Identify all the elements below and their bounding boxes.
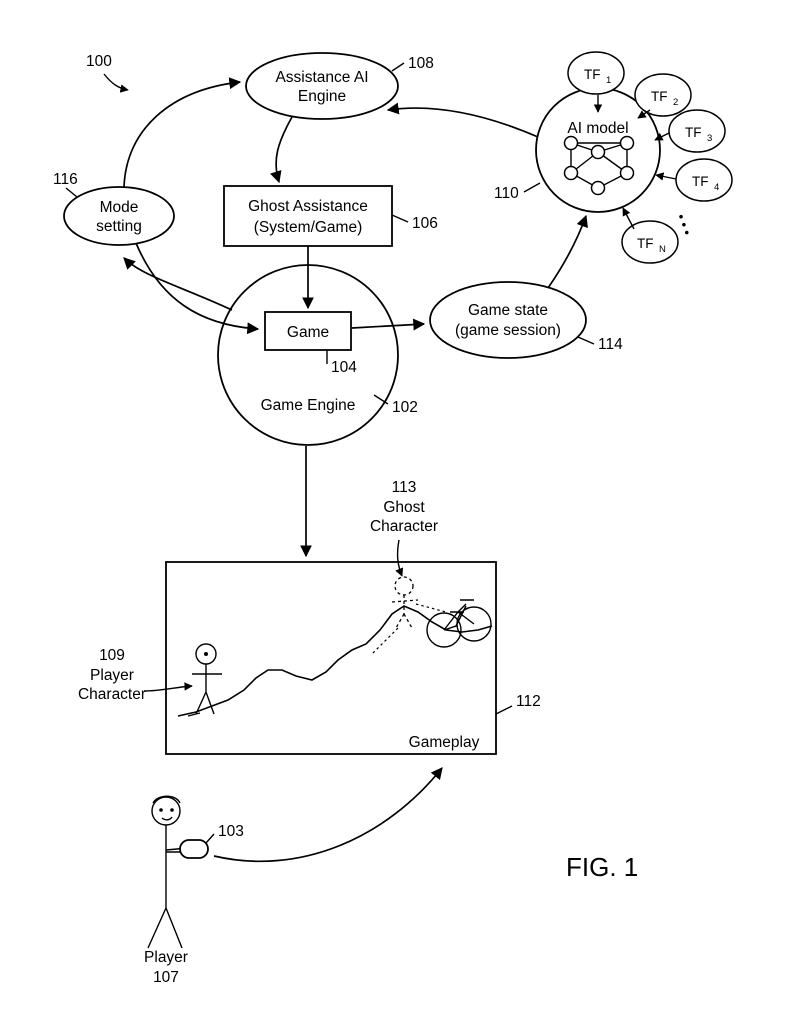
player-character-label-line1: Player (90, 667, 134, 684)
node-mode-setting (53, 171, 174, 245)
ref-114-label: 114 (598, 336, 623, 353)
ref-106-label: 106 (412, 215, 438, 232)
ref-104-label: 104 (331, 359, 357, 376)
edge-assistance-engine-to-ghost-assistance (276, 117, 292, 182)
game-label: Game (286, 324, 330, 341)
edge-player-to-gameplay (214, 768, 442, 861)
edge-mode-setting-to-assistance-engine (124, 82, 240, 187)
mode-setting-label-line1: Mode (99, 199, 139, 216)
tf-bubble-2 (635, 74, 691, 116)
tf-n-subscript: N (659, 244, 666, 255)
ref-103-label: 103 (218, 823, 244, 840)
controller-graphic (180, 840, 208, 858)
node-ai-model (494, 88, 660, 212)
tf-1-label: TF (584, 67, 601, 82)
game-state-label-line1: Game state (467, 302, 549, 319)
edge-game-state-to-ai-model (548, 216, 586, 288)
tf-1-subscript: 1 (606, 75, 612, 86)
node-game-engine (218, 265, 418, 445)
ref-109-label: 109 (99, 647, 125, 664)
game-state-label-line2: (game session) (455, 322, 561, 339)
ai-model-label: AI model (567, 120, 629, 137)
player-figure (144, 796, 244, 986)
figure-caption: FIG. 1 (566, 852, 639, 882)
ghost-assistance-label-line1: Ghost Assistance (248, 198, 368, 215)
tf-bubble-1 (568, 52, 624, 94)
ref-116-label: 116 (53, 171, 78, 188)
ref-113-label: 113 (391, 479, 417, 496)
ref-107-label: 107 (153, 969, 179, 986)
node-gameplay-screen (166, 562, 541, 754)
tf-2-label: TF (651, 89, 668, 104)
tf-bubble-n (622, 221, 678, 263)
tf-n-label: TF (637, 236, 654, 251)
ref-112-label: 112 (516, 693, 541, 710)
ghost-assistance-label-line2: (System/Game) (253, 219, 363, 236)
game-engine-label: Game Engine (260, 397, 356, 414)
ghost-character-label-line2: Character (369, 518, 439, 535)
ghost-character-label-line1: Ghost (383, 499, 425, 516)
gameplay-label: Gameplay (408, 734, 480, 751)
node-ghost-assistance (224, 186, 438, 246)
ref-102-label: 102 (392, 399, 418, 416)
tf-4-subscript: 4 (714, 182, 720, 193)
player-label: Player (144, 949, 188, 966)
mode-setting-label-line2: setting (96, 218, 142, 235)
node-game-state (430, 282, 623, 358)
assistance-ai-engine-label-line1: Assistance AI (275, 69, 369, 86)
tf-3-label: TF (685, 125, 702, 140)
tf-bubble-4 (676, 159, 732, 201)
ref-100-label: 100 (86, 53, 112, 70)
player-character-label-line2: Character (77, 686, 147, 703)
edge-ai-model-to-assistance-engine (388, 108, 538, 137)
ref-110-label: 110 (494, 185, 519, 202)
tf-4-label: TF (692, 174, 709, 189)
tf-3-subscript: 3 (707, 133, 713, 144)
tf-2-subscript: 2 (673, 97, 679, 108)
tf-ellipsis: • • • (673, 211, 695, 238)
assistance-ai-engine-label-line2: Engine (297, 88, 347, 105)
tf-bubble-3 (669, 110, 725, 152)
diagram-ref-100 (86, 53, 128, 90)
ref-108-label: 108 (408, 55, 434, 72)
